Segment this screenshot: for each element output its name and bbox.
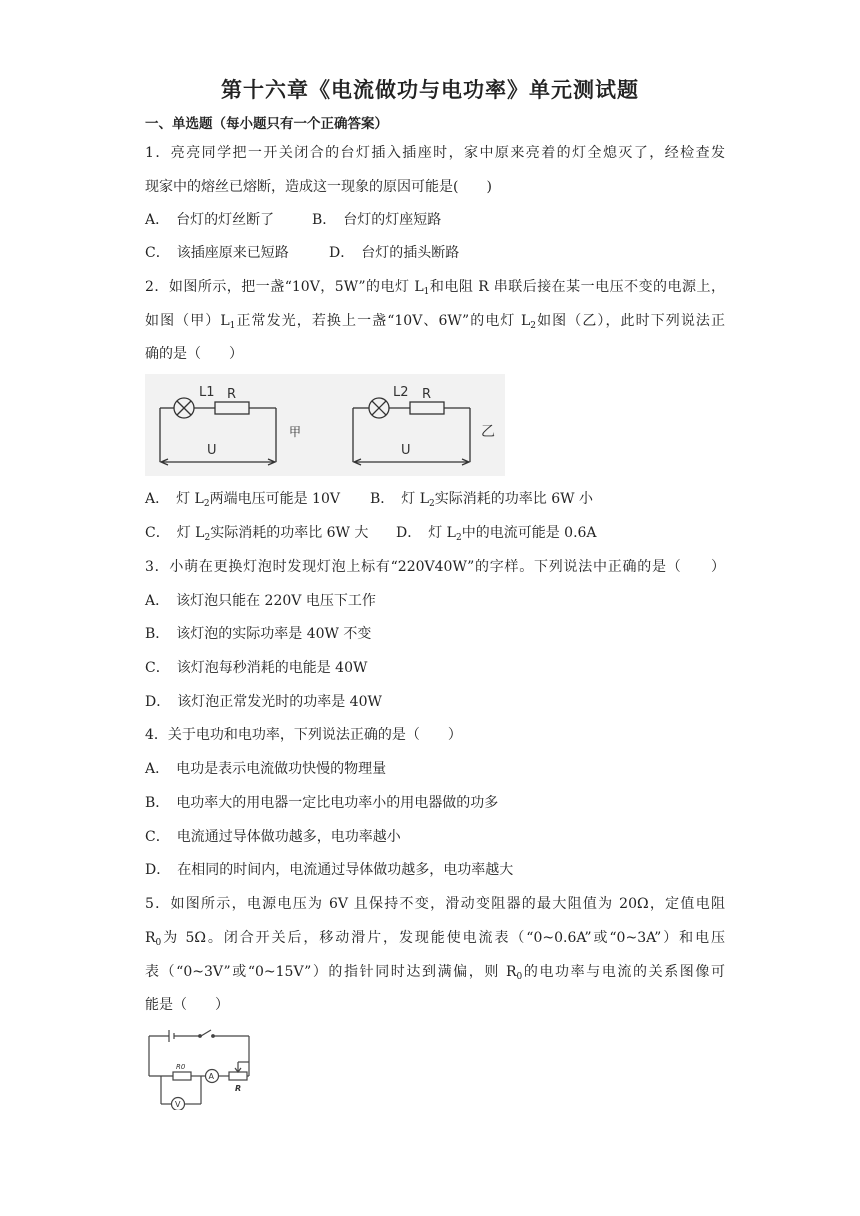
- q3-option-a: A． 该灯泡只能在 220V 电压下工作: [145, 593, 376, 609]
- page-title: 第十六章《电流做功与电功率》单元测试题: [221, 78, 639, 102]
- q2-option-d: D． 灯 $L_2$中的电流可能是 0.6A: [396, 525, 597, 543]
- q2-fig-resistor-label-right: R: [422, 387, 432, 402]
- q2-fig-lamp-l2-label: L2: [393, 385, 409, 400]
- q5-stem-line-1: 5．如图所示，电源电压为 6V 且保持不变，滑动变阻器的最大阻值为 20Ω，定值电阻: [145, 896, 725, 912]
- q2-fig-voltage-label-right: U: [401, 443, 411, 458]
- q2-option-b: B． 灯 $L_2$实际消耗的功率比 6W 小: [370, 491, 593, 509]
- q1-option-d: D． 台灯的插头断路: [329, 245, 460, 261]
- q2-fig-resistor-label-left: R: [227, 387, 237, 402]
- q5-circuit-figure: [145, 1024, 257, 1110]
- q4-option-c: C． 电流通过导体做功越多，电功率越小: [145, 829, 401, 845]
- q2-circuit-figure: [145, 374, 505, 476]
- q2-option-c: C． 灯 $L_2$实际消耗的功率比 6W 大: [145, 525, 369, 543]
- q1-stem-line-1: 1．亮亮同学把一开关闭合的台灯插入插座时，家中原来亮着的灯全熄灭了，经检查发: [145, 145, 725, 161]
- q3-option-b: B． 该灯泡的实际功率是 40W 不变: [145, 626, 372, 642]
- q4-option-b: B． 电功率大的用电器一定比电功率小的用电器做的功多: [145, 795, 499, 811]
- q4-option-a: A． 电功是表示电流做功快慢的物理量: [145, 761, 387, 777]
- q5-fig-voltmeter-label: V: [175, 1100, 181, 1109]
- q3-stem: 3．小萌在更换灯泡时发现灯泡上标有“220V40W”的字样。下列说法中正确的是（ ）: [145, 559, 725, 575]
- section-heading: 一、单选题（每小题只有一个正确答案）: [145, 116, 388, 132]
- q4-stem: 4．关于电功和电功率，下列说法正确的是（ ）: [145, 727, 462, 743]
- q5-fig-rheostat-label: R: [235, 1084, 242, 1093]
- q2-stem-line-1: 2．如图所示，把一盏“10V，5W”的电灯 $L_1$和电阻 R 串联后接在某一电压不变的电源上，: [145, 279, 725, 297]
- q2-fig-tag-jia: 甲: [289, 425, 302, 439]
- q4-option-d: D． 在相同的时间内，电流通过导体做功越多，电功率越大: [145, 862, 514, 878]
- q3-option-c: C． 该灯泡每秒消耗的电能是 40W: [145, 660, 368, 676]
- q5-stem-line-2: $R_0$为 5Ω。闭合开关后，移动滑片，发现能使电流表（“0~0.6A”或“0~3A”）和电压: [145, 930, 725, 948]
- q2-fig-voltage-label-left: U: [207, 443, 217, 458]
- q2-fig-lamp-l1-label: L1: [199, 385, 215, 400]
- q5-fig-ammeter-label: A: [208, 1072, 214, 1081]
- q2-option-a: A． 灯 $L_2$两端电压可能是 10V: [145, 491, 340, 509]
- q2-stem-line-2: 如图（甲）$L_1$正常发光，若换上一盏“10V、6W”的电灯 $L_2$如图（乙），此时下列说法正: [145, 313, 726, 331]
- q1-option-a: A． 台灯的灯丝断了: [145, 212, 275, 228]
- q1-stem-line-2: 现家中的熔丝已熔断，造成这一现象的原因可能是( ): [145, 179, 492, 195]
- q1-option-c: C． 该插座原来已短路: [145, 245, 289, 261]
- q2-stem-line-3: 确的是（ ）: [145, 346, 243, 362]
- q2-fig-tag-yi: 乙: [481, 424, 495, 440]
- q5-stem-line-3: 表（“0~3V”或“0~15V”）的指针同时达到满偏，则 $R_0$的电功率与电流的关系图像可: [145, 964, 725, 982]
- q1-option-b: B． 台灯的灯座短路: [312, 212, 442, 228]
- q5-stem-line-4: 能是（ ）: [145, 997, 229, 1013]
- q3-option-d: D． 该灯泡正常发光时的功率是 40W: [145, 694, 382, 710]
- q5-fig-r0-label: R0: [176, 1063, 186, 1071]
